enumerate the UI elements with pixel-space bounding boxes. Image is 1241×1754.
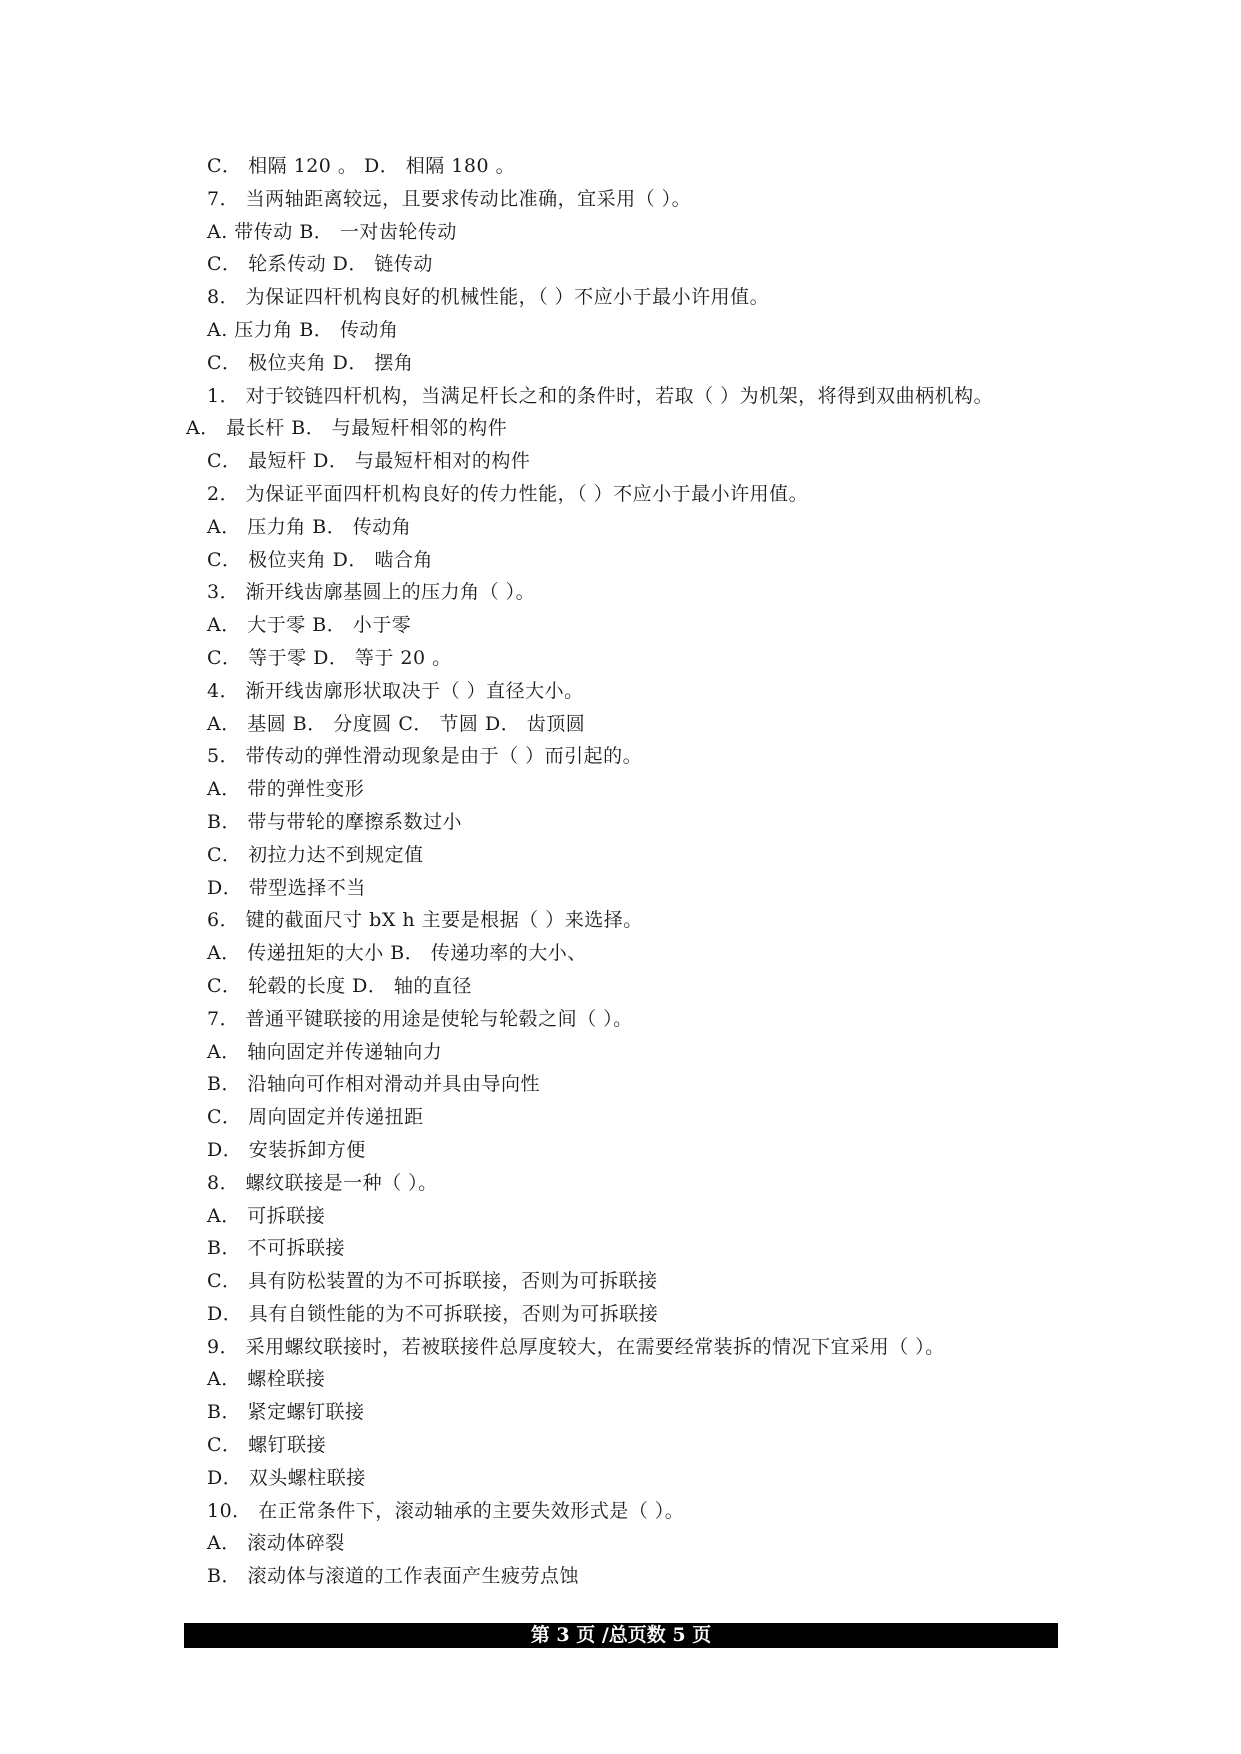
text-line: A． 轴向固定并传递轴向力 [207, 1040, 443, 1063]
text-line: D． 安装拆卸方便 [207, 1138, 366, 1161]
text-line: C． 极位夹角 D． 啮合角 [207, 548, 433, 571]
text-line: A． 滚动体碎裂 [207, 1532, 345, 1555]
text-line: 1． 对于铰链四杆机构，当满足杆长之和的条件时，若取（ ）为机架，将得到双曲柄机构。 [207, 384, 994, 407]
text-line: A． 基圆 B． 分度圆 C． 节圆 D． 齿顶圆 [207, 712, 586, 735]
text-line: B． 紧定螺钉联接 [207, 1401, 365, 1424]
text-line: D． 具有自锁性能的为不可拆联接，否则为可拆联接 [207, 1302, 659, 1325]
text-line: 2． 为保证平面四杆机构良好的传力性能，（ ）不应小于最小许用值。 [207, 482, 809, 505]
text-line: 8． 为保证四杆机构良好的机械性能，（ ）不应小于最小许用值。 [207, 286, 770, 309]
text-line: A． 传递扭矩的大小 B． 传递功率的大小、 [207, 942, 587, 965]
text-line: A． 压力角 B． 传动角 [207, 515, 412, 538]
text-line: C． 螺钉联接 [207, 1434, 327, 1457]
text-line: D． 带型选择不当 [207, 876, 366, 899]
text-line: A． 可拆联接 [207, 1204, 326, 1227]
text-line: B． 不可拆联接 [207, 1237, 346, 1260]
text-line: C． 最短杆 D． 与最短杆相对的构件 [207, 450, 531, 473]
text-line: 7． 当两轴距离较远，且要求传动比准确，宜采用（ ）。 [207, 187, 692, 210]
text-line: 4． 渐开线齿廓形状取决于（ ）直径大小。 [207, 679, 584, 702]
text-line: C． 相隔 120 。 D． 相隔 180 。 [207, 155, 516, 177]
text-line: B． 带与带轮的摩擦系数过小 [207, 810, 463, 833]
text-line: C． 等于零 D． 等于 20 。 [207, 646, 452, 669]
text-line: C． 极位夹角 D． 摆角 [207, 351, 414, 374]
document-body [0, 150, 1241, 1593]
text-line: B． 滚动体与滚道的工作表面产生疲劳点蚀 [207, 1565, 580, 1588]
text-line: 9． 采用螺纹联接时，若被联接件总厚度较大，在需要经常装拆的情况下宜采用（ ）。 [207, 1335, 945, 1358]
text-line: C． 周向固定并传递扭距 [207, 1106, 424, 1129]
text-line: C． 轮系传动 D． 链传动 [207, 253, 433, 276]
text-line: A． 大于零 B． 小于零 [207, 614, 412, 637]
text-line: 8． 螺纹联接是一种（ ）。 [207, 1171, 438, 1194]
text-line: 6． 键的截面尺寸 bX h 主要是根据（ ）来选择。 [207, 909, 643, 932]
text-line: D． 双头螺柱联接 [207, 1466, 366, 1489]
text-line: A． 带的弹性变形 [207, 778, 365, 801]
text-line: 7． 普通平键联接的用途是使轮与轮毂之间（ ）。 [207, 1007, 633, 1030]
text-line: A. 带传动 B． 一对齿轮传动 [207, 220, 457, 243]
text-line: 3． 渐开线齿廓基圆上的压力角（ ）。 [207, 581, 536, 604]
text-line: C． 初拉力达不到规定值 [207, 843, 424, 866]
text-line: C． 具有防松装置的为不可拆联接，否则为可拆联接 [207, 1270, 658, 1293]
text-line: A. 压力角 B． 传动角 [207, 318, 399, 341]
text-line: B． 沿轴向可作相对滑动并具由导向性 [207, 1073, 541, 1096]
text-line: A． 螺栓联接 [207, 1368, 326, 1391]
text-line: 5． 带传动的弹性滑动现象是由于（ ）而引起的。 [207, 745, 643, 768]
page-footer: 第 3 页 /总页数 5 页 [184, 1623, 1058, 1648]
text-line: A． 最长杆 B． 与最短杆相邻的构件 [186, 417, 508, 440]
text-line: 10． 在正常条件下，滚动轴承的主要失效形式是（ ）。 [207, 1499, 685, 1522]
text-line: C． 轮毂的长度 D． 轴的直径 [207, 974, 472, 997]
